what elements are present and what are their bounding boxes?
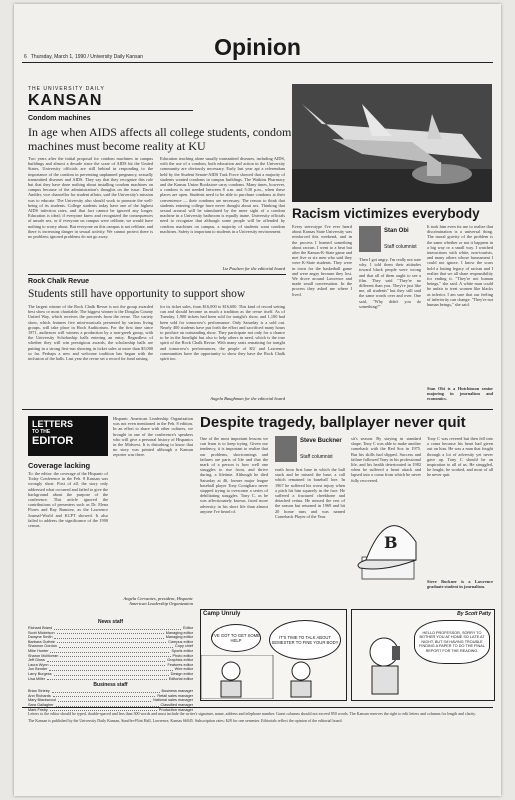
ballplayer-author-role: Staff columnist [300,454,333,460]
staff-name: Barbara Guthrie [28,639,56,644]
staff-leader-dots [57,640,166,644]
staff-role: Copy chief [175,644,193,649]
staff-leader-dots [47,658,165,662]
staff-name: Richard Brand [28,626,53,630]
staff-name: Mary Blackwood [28,698,56,703]
editorial2-text-2: for its ticket sales, from $16,000 to $16,600. This kind of record setting can and should become as much a tradition as the revue itself. As of Tuesday, 1,900 tickets had been sold for tonight's show, and 1,100 had been sold for tomorrow's performance. Only Saturday is a sold out. Nearly 400 students have put forth the effort and sacrificed many hours to produce an outstanding show. They participate not only for a chance to be in the limelight but also to help others in need, which is the true spirit of the Rock Chalk Revue. With many seats remaining for tonight and tomorrow's performances, the people of KU and Lawrence communities have the opportunity to show they have the Rock Chalk spirit too. [160,304,285,362]
svg-text:B: B [384,533,398,552]
editorial2-credit: Angela Baughman for the editorial board [210,396,285,401]
editorial-kicker: Condom machines [28,115,91,122]
staff-role: Wire editor [174,667,193,672]
staff-role: Campus editor [168,639,193,644]
ballplayer-column-2 [275,467,345,607]
editorial2-column-2 [160,304,285,396]
staff-name: Mark Frisby [28,707,48,712]
editorial-credit: Liz Poulsen for the editorial board [222,266,285,271]
letter-column-2 [113,416,193,594]
staff-leader-dots [54,635,163,639]
ballplayer-column-4 [427,436,493,576]
staff-title-2: Business staff [93,682,128,689]
staff-role: Sports editor [171,648,193,653]
staff-row [28,677,193,682]
racism-headline: Racism victimizes everybody [292,206,480,221]
letter-column-1 [28,471,108,616]
racism-column-1 [292,224,352,404]
footer-text [28,711,488,747]
staff-role: National sales manager [153,698,193,703]
staff-leader-dots [54,626,181,630]
letter-text-2: Hispanic American Leadership Organization was not even mentioned in the Feb. 8 edition. In an effort to share with other cultures, we brought in one of the conference's speakers who will give a personal history of Hispanics in the Midwest. It is disturbing to know that no story was printed although a Kansan reporter was there. [113,416,193,458]
ballplayer-bio-text: Steve Buckner is a Lawrence graduate student in journalism. [427,579,493,590]
staff-name: Brian Strieby [28,689,50,694]
editorial-column-2 [160,156,285,270]
editorial2-headline: Students still have opportunity to support show [28,288,246,300]
comic-bubble-2: IT'S TIME TO TALK ABOUT SEMESTER TO FINE YOUR BODY [269,620,341,660]
staff-role: Managing editor [165,630,193,635]
page-number: 6 [24,54,27,60]
staff-name: Laura Wynn [28,662,49,667]
stan-obi-headshot [359,226,381,252]
mid-rule [22,409,493,410]
letters-editor-word: EDITOR [32,435,74,447]
staff-role: Retail sales manager [157,693,193,698]
editorial2-kicker: Rock Chalk Revue [28,278,90,285]
editorial2-column-1 [28,304,153,400]
masthead-rule [28,110,193,111]
ballplayer-text-1: One of the most important lessons we can learn is to keep trying. Given our tendency, it is important to realize that our problems, shortcomings and failures are parts of life and that the mark of a person is how well one struggles to rise from, and thrive during, a lifetime. Although he died Saturday at 46, former major league baseball player Tony Conigliaro never stopped trying to overcome a series of debilitating struggles. Tony C, as he was affectionately known, faced more adversity in his short life than almost anyone I've heard of. [200,436,268,514]
letter-text-1: To: the editor: the coverage of the Hispanic of Today Conference in the Feb. 8 Kansan was wrongly short. First of all, the story only addressed what occurred and failed to give the background about the purpose of the conference. This article ignored the contributions of presenters such as Dr. Elena Flores and Ray Ramirez, as the Lawrence Journal-World and KCPT showed. It also failed to address the significance of the 1990 census. [28,471,108,529]
footer-rule [22,707,493,708]
letters-to-the: TO THE [32,429,51,435]
airplane-photo [292,84,492,202]
staff-leader-dots [58,698,151,702]
steve-buckner-headshot [275,436,297,462]
editorial2-text-1: The largest winner of the Rock Chalk Revue is not the group awarded best show or most charitable. The biggest winner is the Douglas County United Way, which receives the proceeds from the revue. The variety show, which features five mini-musicals presented by various living groups, will take place in Hoch Auditorium. For the first time since 1971, audiences will witness a production by a non-greek group, with the University Scholarship halls entering an entry. Regardless of whether they will win prestigious awards, the scholarship halls are putting in a strong first-run showing in ticket sales at more than $5,000 so far. Perhaps a new and welcome tradition has begun with the inclusion of the halls. Last year the revue set a record for fund raising. [28,304,153,362]
staff-role: Production manager [158,707,193,712]
cap-icon [354,502,422,582]
ballplayer-column-1 [200,436,268,606]
scott-patty-comic [351,609,495,701]
staff-role: Editor [183,626,193,630]
comic-characters [201,655,346,699]
letters-to-editor-logo [28,416,108,456]
ballplayer-author: Steve Buckner [300,438,342,444]
staff-leader-dots [59,644,173,648]
staff-name: Shannon Gordon [28,644,57,649]
racism-text-3: It took him even for me to realize that discrimination is a universal thing. The moral gravity of the problem is the same whether or not it happens in a big way or a small way. I watched interactions with white, non-tourists, and many others whose harassment I could not ignore. I know the scars hold a lasting legacy of racism and I realize that we all share responsibility for ending it. "They're not human beings," she said. A white man could be unfair to treat women like blacks as inferior. I am sure that our feeling of inferiority can change. "They're not human beings," she said. [427,224,493,308]
editorial-headline: In age when AIDS affects all college students, condom machines must become reality at KU [28,125,292,153]
staff-role: Design editor [170,671,193,676]
staff-leader-dots [60,654,170,658]
staff-name: Jeff Gloss [28,658,45,663]
comic-bubble-3: HELLO PROFESSOR, SORRY TO BOTHER YOU AT HOME SO LATE AT NIGHT, BUT I'M HAVING TROUBLE FINDING A PAPER TO DO THE FINAL REPORT FOR THE READING. [414,620,490,664]
masthead: KANSAN [28,92,103,109]
ballplayer-text-4: Tony C was revered but then fell into a coma because his heart had given out on him. He was a man that fought through a lot of adversity yet never gave up. Tony C should be an inspiration to all of us. He struggled, he fought, he worked, and most of all he never quit. [427,436,493,478]
staff-leader-dots [50,649,169,653]
comic-bubble-1: I'VE GOT TO GET SOME HELP [211,624,261,652]
staff-name: Lisa Miller [28,676,46,681]
racism-bio-text: Stan Obi is a Hutchinson senior majoring in journalism and economics. [427,386,493,402]
editorial-column-1 [28,156,153,270]
staff-role: Managing editor [165,635,193,640]
staff-leader-dots [47,677,167,681]
racism-text-2: Then I got angry. I'm really not sure why. I told them their attitudes toward black people were wrong and that all of them ought to see a film. They said "They're no different than you. They're just like me, all students" but they still said the same words over and over. One said, "Why didn't you do something?" [359,257,421,309]
staff-name: Dwayne Smith [28,635,53,640]
date-line: Thursday, March 1, 1990 / University Daily Kansan [30,54,144,60]
ballplayer-text-2: earth from first base in which the ball stuck and he missed the base, a call which remained in baseball lore. In 1967 he suffered his worst injury when a pitch hit him squarely in the face. He suffered a fractured cheekbone and detached retina. He missed the rest of the season but returned in 1969 and hit 20 home runs and was named Comeback Player of the Year. [275,467,345,519]
newspaper-page [14,4,501,796]
racism-bio [427,386,493,406]
staff-name: Sharon McMorran [28,653,59,658]
staff-role: Photo editor [172,653,193,658]
letters-word: LETTERS [32,419,74,429]
baseball-cap-illustration [354,502,422,582]
racism-column-3 [427,224,493,384]
racism-text-1: Every stereotype I've ever heard about Kansas State University was reinforced this weekend, and in the process I learned something about racism. I went to a beat but after the Kansas-K-State game and met five or six men who said they were K-State students. They were in town for the basketball game and were angry because they lost. We drove around Lawrence and made small conversation. In the process they asked me where I lived. [292,224,352,297]
staff-list [28,626,193,712]
letter-signature: Angela Cervantes, president, Hispanic American Leadership Organization [123,596,193,606]
staff-leader-dots [52,689,160,693]
camp-unruly-comic [200,609,347,701]
staff-box [28,619,193,712]
ballplayer-column-3 [351,436,421,496]
staff-leader-dots [50,663,165,667]
comic-phone-character [356,630,416,696]
editorial-text-1: Two years after the initial proposal for condom machines in campus buildings and almost a decade since the scare of AIDS hit the United States, University officials are still behind in responding to the importance of the condom in preventing unplanned pregnancy, sexually transmitted diseases and AIDS. They say that they recognize this role but that they have done nothing about installing condom machines on campus because of the administration's thoughts on the issue. David Ambler, vice chancellor for student affairs, said the University's mission was to educate. The University also should work to promote the well-being of its students. College students today have one of the highest AIDS infection rates, and that fact cannot be ignored any longer. Education is ideal; if everyone knew and recognized the consequences of unsafe sex, or if everyone on campus were celibate, we would have nothing to worry about. But everyone on this campus is not celibate, and there is increasing danger in sexual activity. We cannot protect there is no problem; ignored problems do not go away. [28,156,153,240]
staff-leader-dots [57,631,164,635]
letter-headline: Coverage lacking [28,461,91,470]
staff-leader-dots [56,703,159,707]
comic-left-title: Camp Unruly [203,611,241,617]
editorial-text-2: Education teaching alone usually transmitted diseases, including AIDS, with the use of a condom, both education and action in the University community are obviously necessary. Early last year apt a referendum held by the Student Senate-AIDS Task Force showed that a majority of students wanted condoms in campus buildings. The Watkins Pharmacy and the Kansas Union Bookstore carry condoms. Many times, however, a condom is not needed between 8 a.m. and 5:30 p.m., when these places are open. Students need to be able to purchase condoms at their convenience — their condoms are necessary. The reason to think that students entering college have never thought about sex. Thinking that sexual arousal will be stimulated by the mere sight of a condom machine in a University bathroom is equally inane. University officials need to recognize that although some people will be offended by condom machines on campus, a majority of students want condom machines. Safety is important to students in a University environment. [160,156,285,234]
section-title: Opinion [214,34,301,60]
airplane-illustration [292,84,492,202]
staff-title: News staff [97,619,123,625]
comic-right-artist: By Scott Patty [457,611,491,617]
racism-author: Stan Obi [384,228,409,234]
staff-name: Jon Bender [28,667,48,672]
staff-name: Scott Mickelson [28,630,55,635]
footer-text-1: Letters to the editor should be typed, double-spaced and less than 300 words and must include the writer's signature, name, address and telephone number. Guest columns should not exceed 850 words. The Kansan reserves the right to edit letters and columns for length and clarity. [28,711,476,716]
staff-role: Classified manager [160,702,193,707]
ballplayer-text-3: sit's season. By staying in standard shape, Tony C was able to make another comeback with the Red Sox in 1975. But his skills had slipped. Success and failure followed Tony in his professional life, and his health deteriorated in 1982 when he suffered a heart attack and lapsed into a coma from which he never fully recovered. [351,436,421,483]
racism-column-2 [359,257,421,404]
staff-leader-dots [53,694,156,698]
staff-leader-dots [54,672,169,676]
section-rule [28,274,286,275]
staff-name: Sara Gallagher [28,702,54,707]
masthead-top: THE UNIVERSITY DAILY [28,86,105,92]
ballplayer-headline: Despite tragedy, ballplayer never quit [200,414,466,431]
staff-leader-dots [49,667,172,671]
staff-role: Graphics editor [167,658,193,663]
staff-role: Features editor [167,662,193,667]
staff-name: Mike Hunter [28,648,49,653]
staff-role: Business manager [161,689,193,694]
header-rule [22,62,493,63]
racism-author-role: Staff columnist [384,244,417,250]
ballplayer-bio [427,579,493,599]
staff-name: Larry Burgess [28,671,52,676]
staff-name: Ann Richards [28,693,51,698]
footer-text-2: The Kansan is published by the University Daily Kansan, Stauffer-Flint Hall, Lawrence, Kansas 66045. Subscription rates: $28 for one semester. Editorials reflect the opinion of the editorial board. [28,718,343,723]
staff-role: Editorial editor [168,676,193,681]
